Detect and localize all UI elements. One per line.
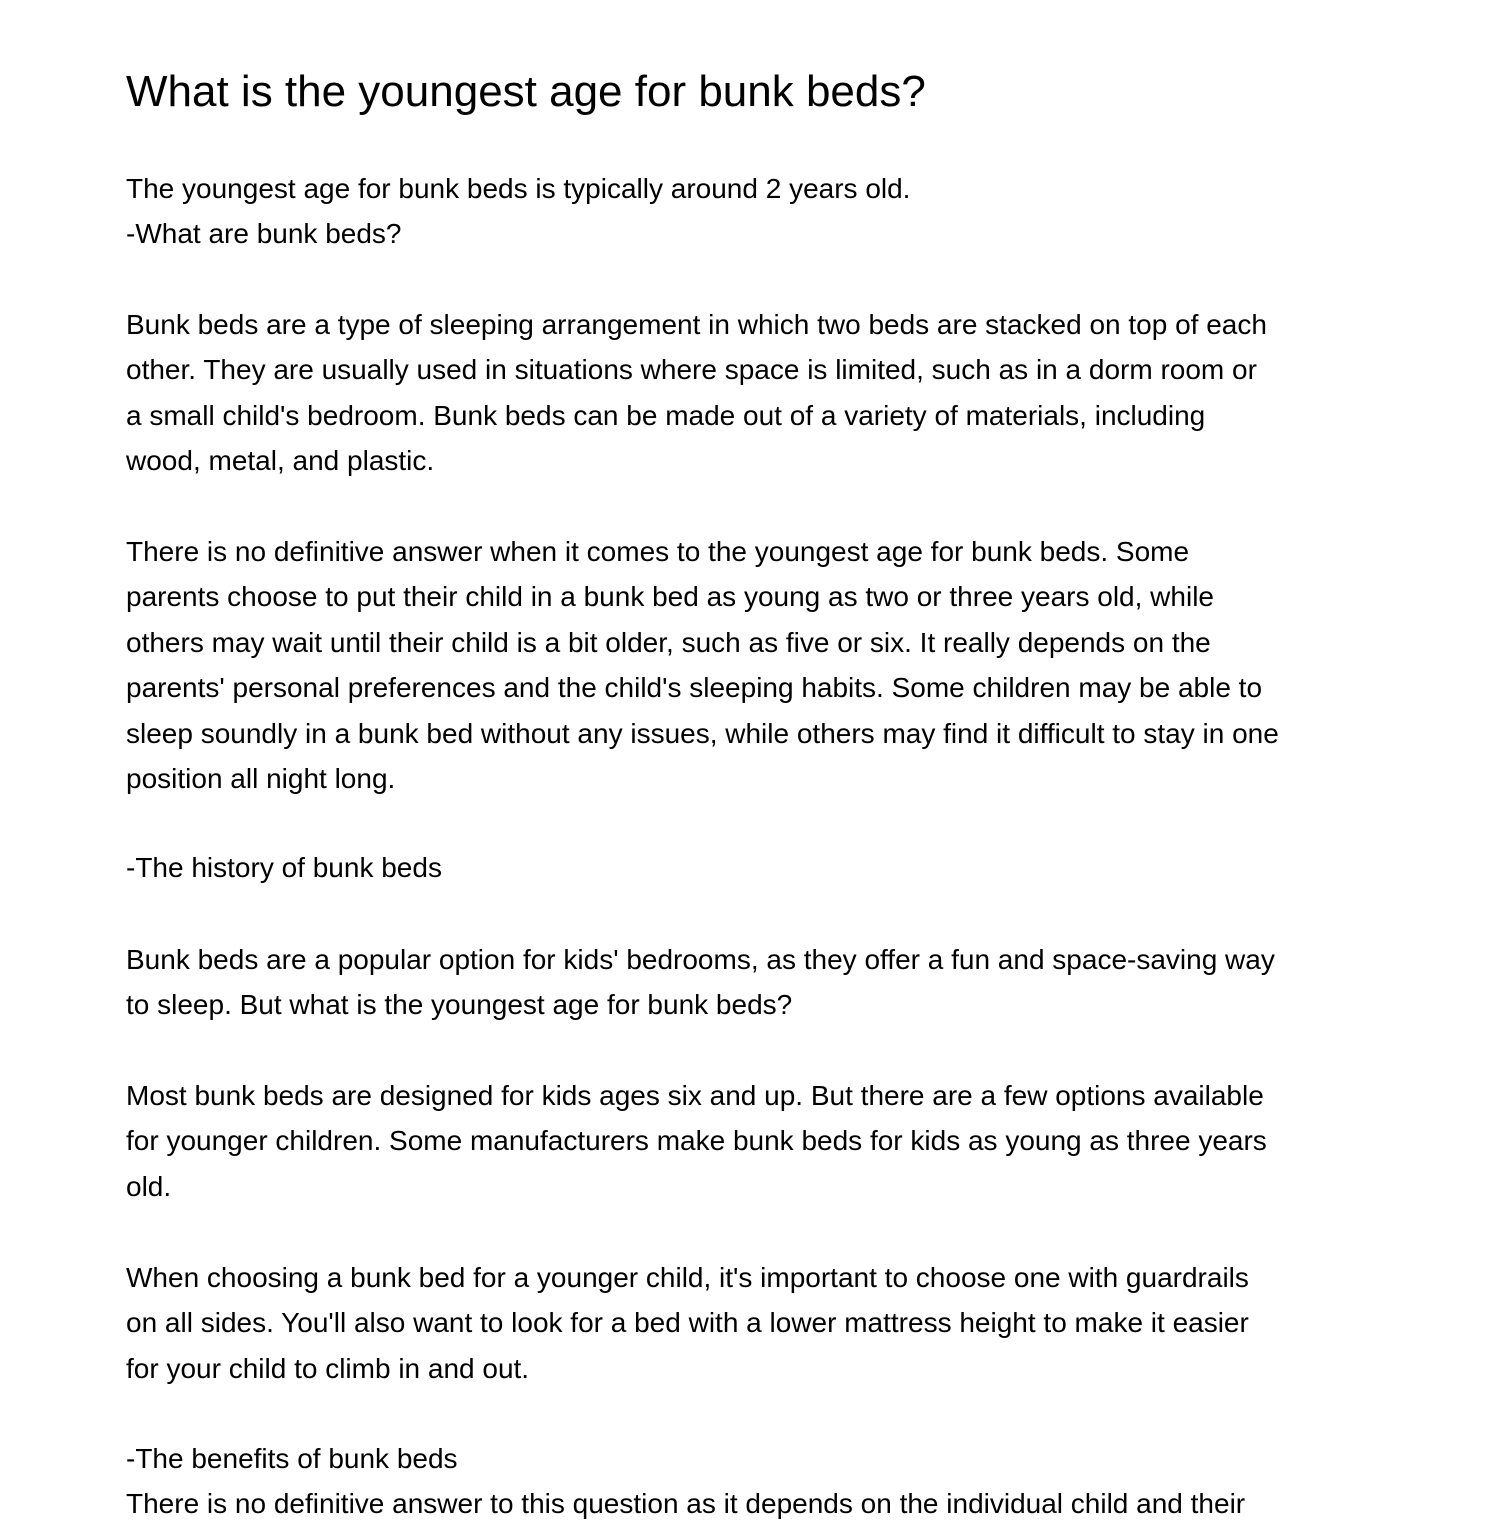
text-line: Most bunk beds are designed for kids ages six and up. But there are a few options available: [126, 1080, 1264, 1111]
text-line: on all sides. You'll also want to look for a bed with a lower mattress height to make it easier: [126, 1307, 1249, 1339]
text-line: a small child's bedroom. Bunk beds can be made out of a variety of materials, including: [126, 399, 1206, 431]
text-line: -The history of bunk beds: [126, 852, 442, 883]
text-line: Bunk beds are a type of sleeping arrangement in which two beds are stacked on top of each: [126, 309, 1267, 340]
text-line: There is no definitive answer when it comes to the youngest age for bunk beds. Some: [126, 536, 1190, 567]
paragraph-no-definitive-answer: [126, 529, 1386, 801]
paragraph-designed-for: [126, 1073, 1386, 1209]
text-line: The youngest age for bunk beds is typically around 2 years old.: [126, 173, 911, 204]
text-line: parents' personal preferences and the child's sleeping habits. Some children may be able to: [126, 672, 1263, 704]
text-line: for younger children. Some manufacturers make bunk beds for kids as young as three years: [126, 1125, 1267, 1157]
text-line: Bunk beds are a popular option for kids' bedrooms, as they offer a fun and space-saving way: [126, 944, 1275, 975]
section-heading-benefits: [126, 1436, 1386, 1527]
text-line: wood, metal, and plastic.: [126, 445, 435, 477]
text-line: for your child to climb in and out.: [126, 1352, 530, 1384]
text-line: others may wait until their child is a bit older, such as five or six. It really depends on the: [126, 626, 1211, 658]
text-line: -The benefits of bunk beds: [126, 1443, 458, 1474]
text-line: When choosing a bunk bed for a younger child, it's important to choose one with guardrails: [126, 1262, 1249, 1293]
page-title: What is the youngest age for bunk beds?: [126, 67, 926, 116]
text-line: -What are bunk beds?: [126, 218, 402, 250]
paragraph-intro: [126, 166, 1386, 257]
text-line: other. They are usually used in situations where space is limited, such as in a dorm room or: [126, 354, 1257, 386]
text-line: parents choose to put their child in a bunk bed as young as two or three years old, while: [126, 581, 1214, 613]
text-line: There is no definitive answer to this question as it depends on the individual child and their: [126, 1488, 1246, 1520]
paragraph-popular-option: [126, 937, 1386, 1028]
text-line: sleep soundly in a bunk bed without any issues, while others may find it difficult to stay in one: [126, 717, 1279, 749]
paragraph-definition: [126, 302, 1386, 484]
text-line: old.: [126, 1170, 172, 1202]
section-heading-history: [126, 845, 1386, 890]
text-line: position all night long.: [126, 763, 396, 795]
paragraph-choosing: [126, 1255, 1386, 1391]
text-line: to sleep. But what is the youngest age for bunk beds?: [126, 989, 793, 1021]
